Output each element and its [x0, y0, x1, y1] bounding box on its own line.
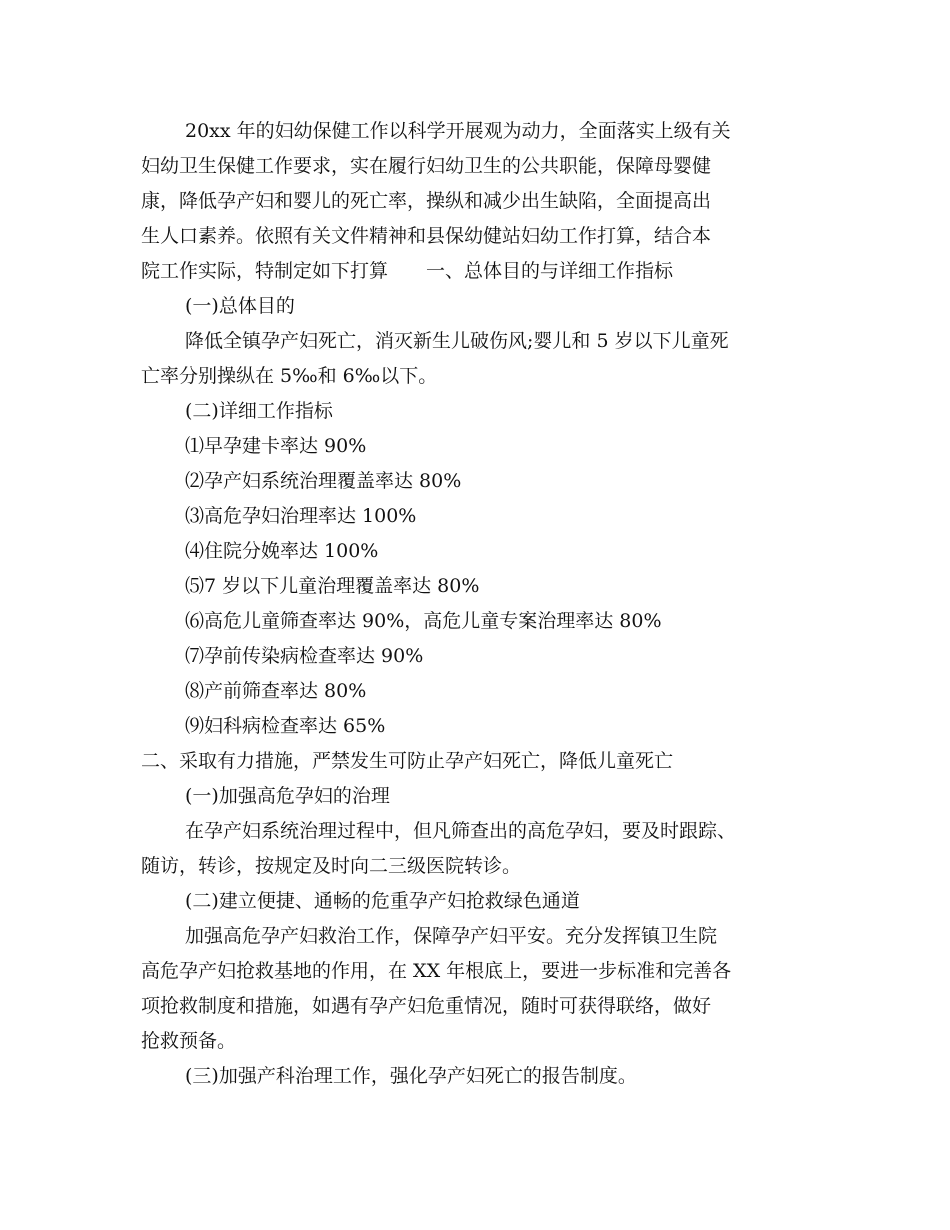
document-body: [141, 114, 831, 1094]
list-item: ⑹高危儿童筛查率达 90%，高危儿童专案治理率达 80%: [185, 610, 662, 632]
list-item: ⑵孕产妇系统治理覆盖率达 80%: [185, 470, 462, 492]
paragraph-line: 降低全镇孕产妇死亡，消灭新生儿破伤风;婴儿和 5 岁以下儿童死: [185, 330, 729, 352]
list-item: ⑸7 岁以下儿童治理覆盖率达 80%: [185, 575, 480, 597]
paragraph-line: 生人口素养。依照有关文件精神和县保幼健站妇幼工作打算，结合本: [141, 225, 712, 247]
section-heading: (一)加强高危孕妇的治理: [185, 785, 390, 807]
paragraph-line: 在孕产妇系统治理过程中，但凡筛查出的高危孕妇，要及时跟踪、: [185, 820, 737, 842]
paragraph-line: 随访，转诊，按规定及时向二三级医院转诊。: [141, 855, 522, 877]
list-item: ⑻产前筛查率达 80%: [185, 680, 367, 702]
section-heading: 二、采取有力措施，严禁发生可防止孕产妇死亡，降低儿童死亡: [141, 750, 674, 772]
list-item: ⑷住院分娩率达 100%: [185, 540, 379, 562]
paragraph-line: 20xx 年的妇幼保健工作以科学开展观为动力，全面落实上级有关: [185, 120, 731, 142]
paragraph-line: 亡率分别操纵在 5‰和 6‰以下。: [141, 365, 438, 387]
paragraph-line: 康，降低孕产妇和婴儿的死亡率，操纵和减少出生缺陷，全面提高出: [141, 190, 712, 212]
section-heading: (二)建立便捷、通畅的危重孕产妇抢救绿色通道: [185, 890, 580, 912]
paragraph-line: 抢救预备。: [141, 1030, 237, 1052]
list-item: ⑺孕前传染病检查率达 90%: [185, 645, 424, 667]
paragraph-line: 加强高危孕产妇救治工作，保障孕产妇平安。充分发挥镇卫生院: [185, 925, 718, 947]
list-item: ⑴早孕建卡率达 90%: [185, 435, 367, 457]
section-heading: (一)总体目的: [185, 295, 295, 317]
paragraph-line: 高危孕产妇抢救基地的作用，在 XX 年根底上，要进一步标准和完善各: [141, 960, 732, 982]
paragraph-line: 院工作实际，特制定如下打算 一、总体目的与详细工作指标: [141, 260, 674, 282]
list-item: ⑶高危孕妇治理率达 100%: [185, 505, 417, 527]
paragraph-line: 项抢救制度和措施，如遇有孕产妇危重情况，随时可获得联络，做好: [141, 995, 712, 1017]
section-heading: (三)加强产科治理工作，强化孕产妇死亡的报告制度。: [185, 1065, 637, 1087]
section-heading: (二)详细工作指标: [185, 400, 333, 422]
list-item: ⑼妇科病检查率达 65%: [185, 715, 386, 737]
paragraph-line: 妇幼卫生保健工作要求，实在履行妇幼卫生的公共职能，保障母婴健: [141, 155, 712, 177]
